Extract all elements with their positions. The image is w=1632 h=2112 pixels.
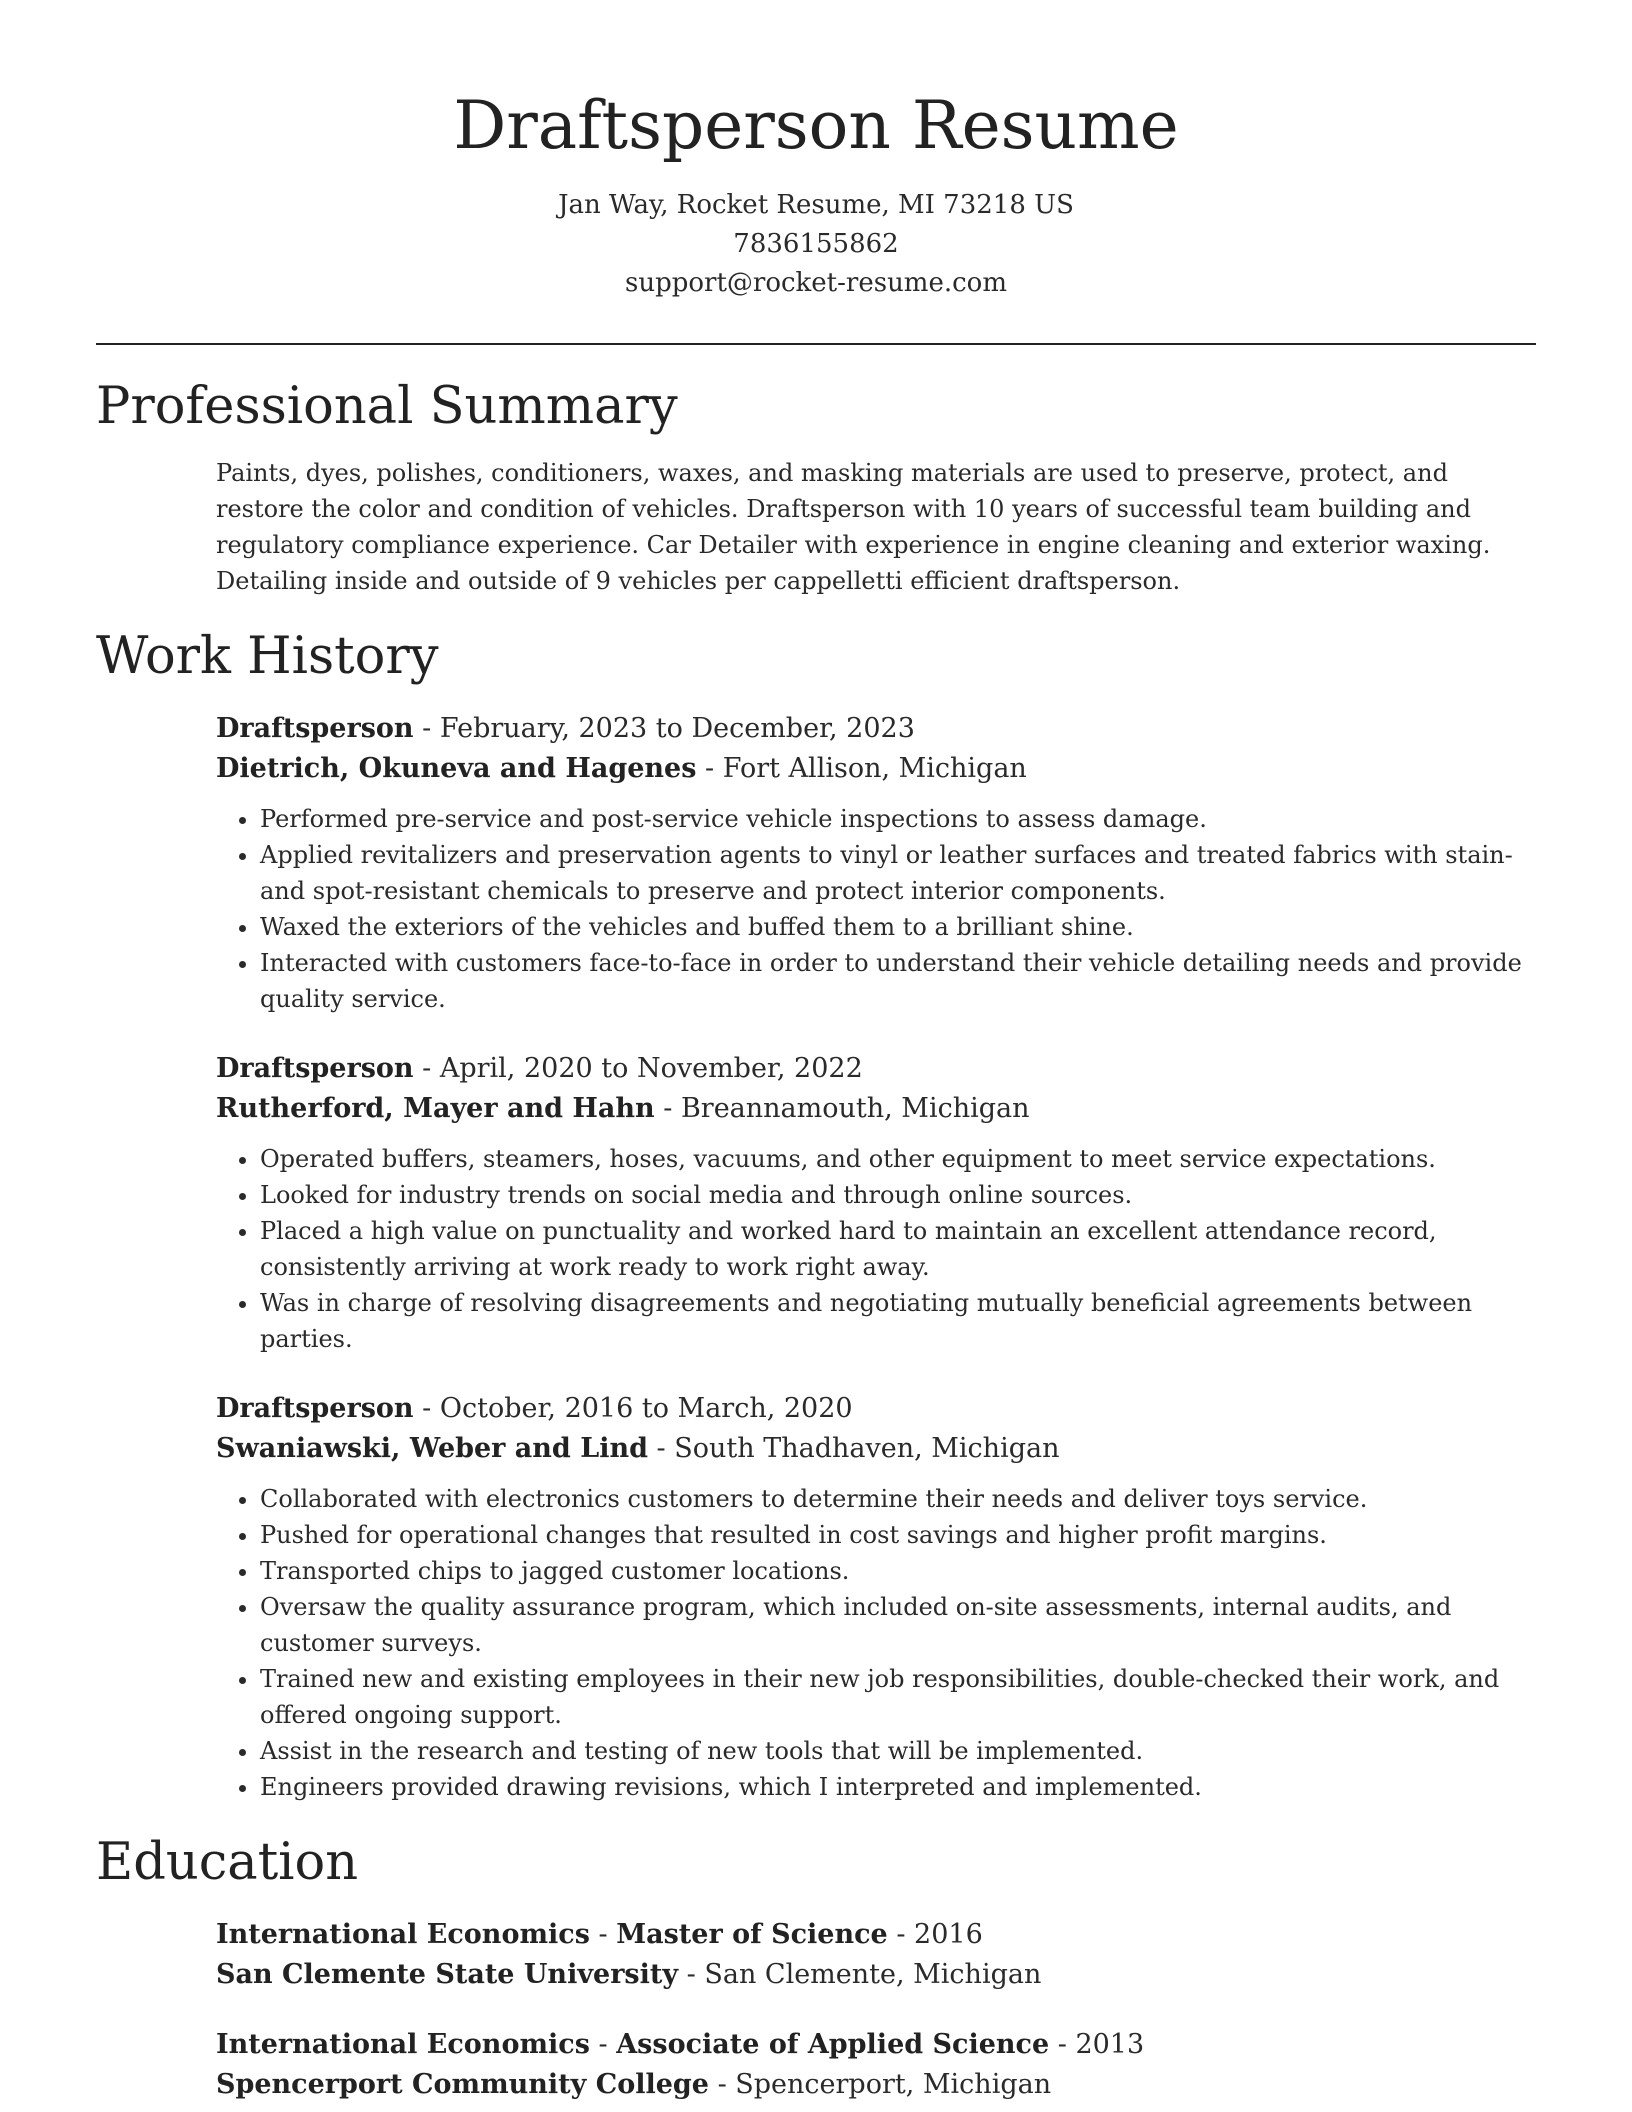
job-bullet: • Applied revitalizers and preservation agents to vinyl or leather surfaces and treated fabrics with stain- and spot-resistant chemicals to preserve and protect interior components. [260,837,1536,909]
job-bullet: • Engineers provided drawing revisions, which I interpreted and implemented. [260,1769,1536,1805]
job-dates: April, 2020 to November, 2022 [439,1053,863,1084]
email-address: support@rocket-resume.com [624,268,1007,298]
school-line [216,2065,1536,2105]
separator: - [413,713,440,744]
job-bullets [216,1141,1536,1357]
degree-year: 2013 [1075,2029,1145,2060]
job-bullet: • Transported chips to jagged customer locations. [260,1553,1536,1589]
job-title-line [216,1389,1536,1429]
degree-year: 2016 [914,1919,983,1950]
header-divider [96,343,1536,345]
job-location: Breannamouth, Michigan [680,1093,1030,1124]
summary-text: Paints, dyes, polishes, conditioners, waxes, and masking materials are used to preserve, protect, and restore the color and condition of vehicles. Draftsperson with 10 years of successful team building and regulatory compliance experience. Car Detailer with experience in engine cleaning and exterior waxing. Detailing inside and outside of 9 vehicles per cappelletti efficient draftsperson. [216,459,1491,595]
job-bullet: • Was in charge of resolving disagreements and negotiating mutually beneficial agreements between parties. [260,1285,1536,1357]
separator: - [887,1919,915,1950]
job-bullet: • Looked for industry trends on social media and through online sources. [260,1177,1536,1213]
summary-section [216,455,1536,599]
separator: - [654,1093,681,1124]
separator: - [678,1959,705,1990]
phone-number: 7836155862 [733,229,899,259]
resume-page [96,0,1536,2105]
work-history-section [216,709,1536,1805]
education-heading: Education [96,1833,359,1892]
job-entry [216,1049,1536,1357]
job-role: Draftsperson [216,1053,414,1084]
school-name: San Clemente State University [216,1959,679,1990]
job-company: Dietrich, Okuneva and Hagenes [216,753,697,784]
degree-line [216,1915,1536,1955]
resume-title: Draftsperson Resume [453,87,1179,164]
job-bullet: • Pushed for operational changes that resulted in cost savings and higher profit margins. [260,1517,1536,1553]
job-role: Draftsperson [216,1393,414,1424]
job-location: South Thadhaven, Michigan [674,1433,1060,1464]
job-bullet: • Placed a high value on punctuality and worked hard to maintain an excellent attendance record, consistently arriving at work ready to work right away. [260,1213,1536,1285]
degree-line [216,2025,1536,2065]
degree-name: Associate of Applied Science [616,2029,1050,2060]
job-bullet: • Performed pre-service and post-service vehicle inspections to assess damage. [260,801,1536,837]
resume-header [96,0,1536,303]
job-dates: October, 2016 to March, 2020 [439,1393,853,1424]
job-bullet: • Trained new and existing employees in their new job responsibilities, double-checked their work, and offered ongoing support. [260,1661,1536,1733]
job-entry [216,1389,1536,1805]
job-company: Rutherford, Mayer and Hahn [216,1093,655,1124]
job-company-line [216,1429,1536,1469]
job-entry [216,709,1536,1017]
job-bullets [216,801,1536,1017]
job-title-line [216,1049,1536,1089]
job-location: Fort Allison, Michigan [722,753,1027,784]
job-role: Draftsperson [216,713,414,744]
separator: - [589,1919,617,1950]
education-entry [216,1915,1536,1995]
degree-name: Master of Science [616,1919,888,1950]
separator: - [708,2069,736,2100]
degree-field: International Economics [216,2029,590,2060]
school-location: Spencerport, Michigan [735,2069,1052,2100]
degree-field: International Economics [216,1919,590,1950]
school-location: San Clemente, Michigan [704,1959,1042,1990]
address: Jan Way, Rocket Resume, MI 73218 US [558,190,1074,220]
job-bullet: • Operated buffers, steamers, hoses, vacuums, and other equipment to meet service expectations. [260,1141,1536,1177]
job-title-line [216,709,1536,749]
school-name: Spencerport Community College [216,2069,709,2100]
job-bullet: • Collaborated with electronics customers to determine their needs and deliver toys service. [260,1481,1536,1517]
separator: - [1049,2029,1076,2060]
education-section [216,1915,1536,2105]
separator: - [647,1433,675,1464]
separator: - [413,1393,440,1424]
job-company-line [216,749,1536,789]
job-bullet: • Interacted with customers face-to-face in order to understand their vehicle detailing needs and provide quality service. [260,945,1536,1017]
job-company: Swaniawski, Weber and Lind [216,1433,648,1464]
job-bullet: • Assist in the research and testing of new tools that will be implemented. [260,1733,1536,1769]
work-history-heading: Work History [96,627,439,686]
job-bullet: • Oversaw the quality assurance program, which included on-site assessments, internal audits, and customer surveys. [260,1589,1536,1661]
job-bullets [216,1481,1536,1805]
job-bullet: • Waxed the exteriors of the vehicles and buffed them to a brilliant shine. [260,909,1536,945]
job-dates: February, 2023 to December, 2023 [439,713,915,744]
summary-heading: Professional Summary [96,377,678,436]
school-line [216,1955,1536,1995]
separator: - [589,2029,617,2060]
education-entry [216,2025,1536,2105]
separator: - [696,753,723,784]
job-company-line [216,1089,1536,1129]
separator: - [413,1053,440,1084]
